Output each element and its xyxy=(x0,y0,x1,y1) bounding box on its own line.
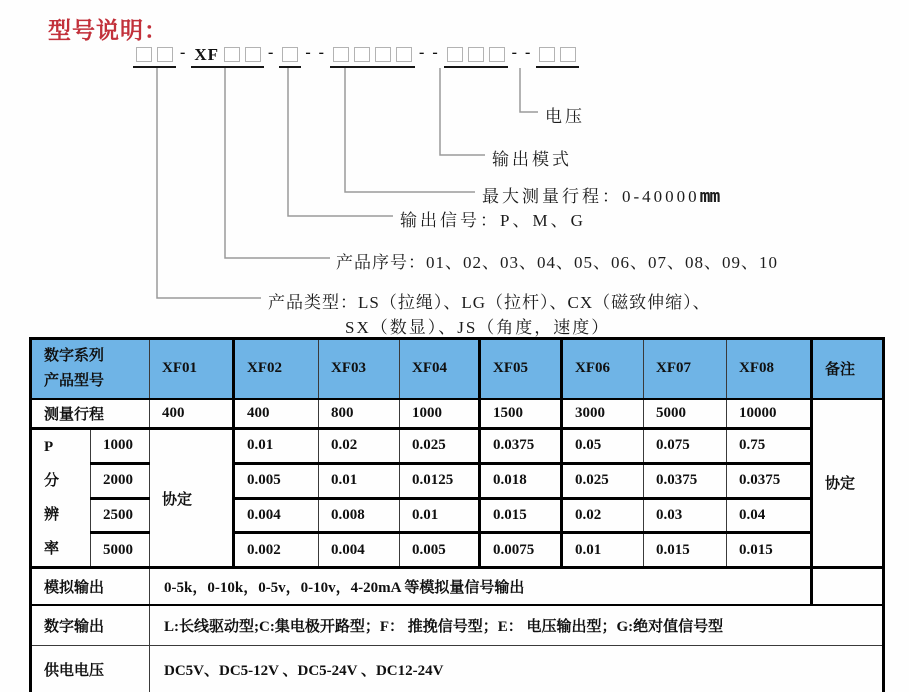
col-header-xf01: XF01 xyxy=(150,339,234,399)
format-box xyxy=(560,47,576,62)
model-format-row xyxy=(133,44,579,68)
col-header-xf03: XF03 xyxy=(319,339,400,399)
res-cell: 0.0125 xyxy=(400,463,480,498)
stroke-xf04: 1000 xyxy=(400,399,480,429)
col-header-note: 备注 xyxy=(812,339,884,399)
res-cell: 0.02 xyxy=(319,429,400,464)
format-separator: - xyxy=(180,44,188,61)
model-format-group-1 xyxy=(133,47,176,68)
analog-output-label: 模拟输出 xyxy=(31,568,150,605)
resolution-row-1000 xyxy=(31,429,884,464)
res-cell: 0.004 xyxy=(319,533,400,568)
col-header-series-line2: 产品型号 xyxy=(44,372,105,389)
res-cell: 0.0375 xyxy=(480,429,562,464)
callout-output-mode: 输出模式 xyxy=(492,150,572,169)
format-separator: - xyxy=(268,44,276,61)
format-box xyxy=(375,47,391,62)
stroke-xf08: 10000 xyxy=(727,399,812,429)
model-format-group-3 xyxy=(279,47,301,68)
callout-product-type-line2: SX（数显）、JS（角度，速度） xyxy=(345,318,611,337)
format-separator: - - xyxy=(305,44,326,61)
power-supply-label: 供电电压 xyxy=(31,646,150,692)
axis-char: 辨 xyxy=(44,507,60,523)
callout-output-signal: 输出信号：P、M、G xyxy=(400,211,586,230)
analog-output-row xyxy=(31,568,884,605)
format-box xyxy=(489,47,505,62)
stroke-xf02: 400 xyxy=(234,399,319,429)
callout-max-stroke-unit: mm xyxy=(699,186,720,207)
col-header-series xyxy=(31,339,150,399)
page-title: 型号说明： xyxy=(48,17,168,43)
stroke-xf01: 400 xyxy=(150,399,234,429)
callout-max-stroke-text: 最大测量行程：0-40000 xyxy=(482,187,700,206)
res-cell: 0.01 xyxy=(400,498,480,533)
res-cell: 0.75 xyxy=(727,429,812,464)
res-cell: 0.0075 xyxy=(480,533,562,568)
res-cell: 0.01 xyxy=(319,463,400,498)
res-cell: 0.002 xyxy=(234,533,319,568)
res-cell: 0.015 xyxy=(727,533,812,568)
note-cell: 协定 xyxy=(812,399,884,568)
format-box xyxy=(245,47,261,62)
stroke-xf06: 3000 xyxy=(562,399,644,429)
digital-output-row xyxy=(31,605,884,646)
res-xf01-agreed: 协定 xyxy=(150,429,234,568)
format-box xyxy=(396,47,412,62)
res-cell: 0.015 xyxy=(644,533,727,568)
model-format-group-5 xyxy=(444,47,508,68)
res-cell: 0.075 xyxy=(644,429,727,464)
axis-char: 分 xyxy=(44,473,60,489)
col-header-xf05: XF05 xyxy=(480,339,562,399)
callout-product-serial: 产品序号：01、02、03、04、05、06、07、08、09、10 xyxy=(336,253,778,272)
digital-output-value: L:长线驱动型;C:集电极开路型；F： 推挽信号型；E： 电压输出型；G:绝对值信号型 xyxy=(150,605,884,646)
res-cell: 0.025 xyxy=(400,429,480,464)
res-key-1000: 1000 xyxy=(91,429,150,464)
format-box xyxy=(539,47,555,62)
format-box xyxy=(447,47,463,62)
digital-output-label: 数字输出 xyxy=(31,605,150,646)
table-header-row xyxy=(31,339,884,399)
stroke-row xyxy=(31,399,884,429)
resolution-axis-label xyxy=(31,429,91,568)
callout-product-type xyxy=(268,288,711,338)
res-cell: 0.015 xyxy=(480,498,562,533)
res-cell: 0.008 xyxy=(319,498,400,533)
format-separator: - - xyxy=(418,44,440,61)
power-supply-value: DC5V、DC5-12V 、DC5-24V 、DC12-24V xyxy=(150,646,884,692)
format-box xyxy=(136,47,152,62)
format-box xyxy=(468,47,484,62)
format-prefix-xf: XF xyxy=(194,45,219,64)
res-cell: 0.0375 xyxy=(727,463,812,498)
res-cell: 0.03 xyxy=(644,498,727,533)
stroke-xf07: 5000 xyxy=(644,399,727,429)
model-format-group-4 xyxy=(330,47,415,68)
model-format-group-6 xyxy=(536,47,579,68)
format-box xyxy=(282,47,298,62)
power-supply-row xyxy=(31,646,884,692)
res-cell: 0.0375 xyxy=(644,463,727,498)
col-header-xf07: XF07 xyxy=(644,339,727,399)
axis-char: P xyxy=(44,439,54,455)
col-header-xf04: XF04 xyxy=(400,339,480,399)
res-key-2500: 2500 xyxy=(91,498,150,533)
col-header-series-line1: 数字系列 xyxy=(44,347,105,364)
res-cell: 0.004 xyxy=(234,498,319,533)
col-header-xf06: XF06 xyxy=(562,339,644,399)
format-box xyxy=(354,47,370,62)
callout-max-stroke xyxy=(482,182,719,207)
stroke-xf03: 800 xyxy=(319,399,400,429)
spec-table xyxy=(29,337,885,692)
axis-char: 率 xyxy=(44,541,60,557)
col-header-xf02: XF02 xyxy=(234,339,319,399)
res-cell: 0.01 xyxy=(562,533,644,568)
analog-note-cell xyxy=(812,568,884,605)
res-cell: 0.005 xyxy=(400,533,480,568)
res-cell: 0.04 xyxy=(727,498,812,533)
res-key-2000: 2000 xyxy=(91,463,150,498)
format-box xyxy=(333,47,349,62)
callout-product-type-line1: 产品类型：LS（拉绳）、LG（拉杆）、CX（磁致伸缩）、 xyxy=(268,293,711,312)
format-box xyxy=(224,47,240,62)
col-header-xf08: XF08 xyxy=(727,339,812,399)
res-key-5000: 5000 xyxy=(91,533,150,568)
format-box xyxy=(157,47,173,62)
res-cell: 0.005 xyxy=(234,463,319,498)
res-cell: 0.018 xyxy=(480,463,562,498)
stroke-xf05: 1500 xyxy=(480,399,562,429)
res-cell: 0.01 xyxy=(234,429,319,464)
res-cell: 0.025 xyxy=(562,463,644,498)
analog-output-value: 0-5k，0-10k，0-5v，0-10v，4-20mA 等模拟量信号输出 xyxy=(150,568,812,605)
model-format-group-2 xyxy=(191,47,264,68)
format-separator: - - xyxy=(511,44,533,61)
res-cell: 0.05 xyxy=(562,429,644,464)
res-cell: 0.02 xyxy=(562,498,644,533)
callout-voltage: 电压 xyxy=(545,107,585,126)
stroke-row-label: 测量行程 xyxy=(31,399,150,429)
